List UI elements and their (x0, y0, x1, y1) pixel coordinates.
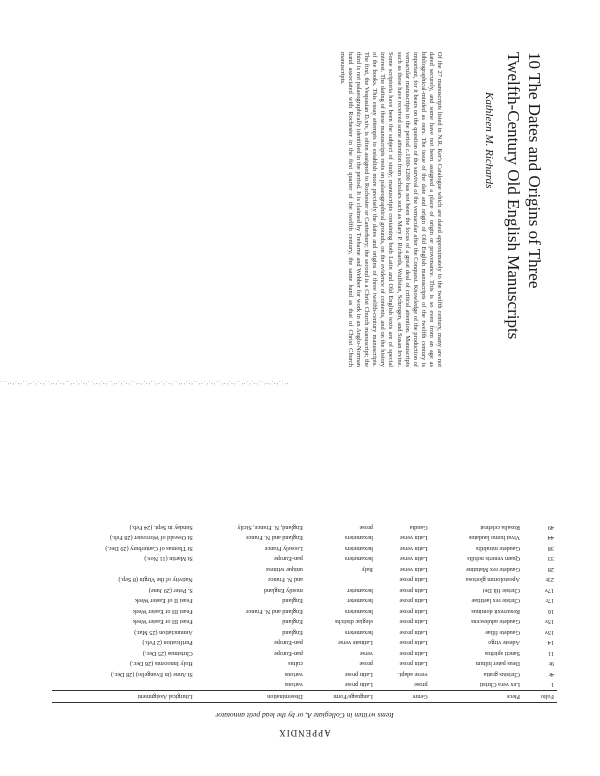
table-cell-genre: Latin prose (399, 608, 428, 615)
table-cell-form: hexameters (344, 534, 373, 542)
table-cell-piece: Sancti spiritus (484, 650, 520, 657)
table-cell-folio: 28 (547, 566, 554, 573)
table-cell-diss: pan-Europe (274, 555, 303, 563)
table-cell-genre: Latin verse (399, 534, 428, 542)
body-text-area (268, 52, 443, 367)
table-cell-assign: Christmas (25 Dec.) (142, 650, 193, 657)
table-cell-piece: Gaudete filiae (485, 629, 520, 636)
table-cell-folio: 44 (547, 534, 554, 542)
table-cell-genre: Latin prose (399, 597, 428, 605)
table-row (52, 617, 557, 628)
table-row (52, 522, 557, 533)
table-row (52, 596, 557, 607)
binding-gutter: · · · ¸ ˛ ¸ · ˛ ¸ · · ¸ ˛ · ¸ · ˛ ¸ · · ¸ ˛ ¸ · ˛ ¸ · · ¸ ˛ · ¸ · ˛ ¸ · · ¸ ˛ ¸ · ˛ ¸ · · ¸ ˛ · ¸ · ˛ ¸ · · ¸ ˛ ¸ · ˛ ¸ · · ¸ ˛ · ¸ · ˛ ¸ · · ¸ ˛ ¸ · ˛ ¸ · · ¸ ˛ · ¸ · ˛ ¸ · · ¸ ˛ ¸ · ˛ ¸ · · ¸ ˛ · ¸ · ˛ ¸ · · ¸ ˛ ¸ · ˛ ¸ · · ¸ ˛ (0, 380, 289, 385)
table-row (52, 543, 557, 554)
table-cell-piece: Gaudete adulescens (471, 618, 520, 626)
appendix-table (52, 522, 557, 703)
table-cell-assign: St Thomas of Canterbury (29 Dec.) (105, 545, 193, 552)
chapter-heading (455, 52, 545, 367)
table-cell-piece: Adeste virgo (488, 639, 520, 647)
col-form: Language/Form (306, 691, 376, 703)
table-cell-genre: Latin verse (399, 555, 428, 563)
table-cell-diss: mostly England (263, 587, 303, 594)
table-cell-assign (52, 564, 196, 575)
table-cell-form: hexameters (344, 608, 373, 615)
table-row (52, 638, 557, 649)
table-cell-form: prose (359, 524, 373, 531)
chapter-heading-area (455, 52, 545, 367)
table-cell-piece: Christus gratia (483, 671, 520, 678)
appendix-page (52, 395, 557, 740)
chapter-author: Kathleen M. Richards (483, 92, 495, 189)
table-cell-form: Italy (361, 566, 373, 573)
table-cell-form: hexameter (347, 597, 373, 605)
table-row (52, 533, 557, 544)
table-cell-form: verse (359, 650, 373, 657)
table-cell-folio: 11 (548, 650, 554, 657)
table-cell-folio: 17r (545, 597, 554, 605)
table-cell-folio: 33 (547, 555, 554, 563)
col-assignment: Liturgical Assignment (52, 691, 196, 703)
table-cell-form: hexameters (344, 629, 373, 636)
table-cell-form: hexameters (344, 555, 373, 563)
table-cell-piece: Apostolorum gloriosa (465, 576, 520, 584)
table-cell-form: Latinate verse (338, 639, 373, 647)
table-cell-piece: Gaudete mirabilis (475, 545, 520, 552)
table-cell-piece: Christe fili Dei (482, 587, 520, 594)
table-cell-folio: 23r (545, 576, 554, 584)
table-row (52, 680, 557, 691)
table-cell-piece: Christe rex laetitiae (471, 597, 520, 605)
table-cell-genre: Latin prose (399, 618, 428, 626)
table-cell-piece: Vivat homo laudatus (468, 534, 520, 542)
table-cell-piece: Rusalia celebrat (480, 524, 520, 531)
table-cell-diss: England (282, 618, 303, 626)
table-cell-diss: England and N. France (245, 534, 303, 542)
table-cell-genre: prose (414, 681, 428, 689)
table-cell-diss: various (284, 671, 303, 678)
table-cell-folio: 1 (550, 681, 554, 689)
table-row (52, 575, 557, 586)
table-cell-form: Latin prose (344, 681, 373, 689)
table-cell-piece: Resurrexit dominus (471, 608, 520, 615)
appendix-header-row (52, 691, 557, 703)
table-cell-diss: unique witness (265, 566, 303, 573)
col-genre: Genre (376, 691, 431, 703)
table-cell-folio: 17v (544, 587, 554, 594)
table-cell-diss: England and N. France (245, 608, 303, 615)
table-cell-piece: Deus pater hiltum (475, 660, 520, 668)
table-row (52, 554, 557, 565)
table-cell-form: Latin prose (344, 671, 373, 678)
table-cell-assign: Annunciation (25 Mar.) (134, 629, 193, 636)
col-folio: Folio (523, 691, 557, 703)
col-piece: Piece (431, 691, 523, 703)
table-cell-assign: St Anne (in Evangelio) (28 Dec.) (110, 671, 193, 678)
table-cell-genre: Latin prose (399, 576, 428, 584)
table-cell-genre: Latin verse (399, 545, 428, 552)
table-cell-genre: Latin verse (399, 566, 428, 573)
table-row (52, 669, 557, 680)
table-row (52, 585, 557, 596)
chapter-title-line2: Twelfth-Century Old English Manuscripts (504, 52, 523, 340)
table-cell-diss: and N. France (268, 576, 303, 584)
table-cell-folio: 38 (547, 545, 554, 552)
table-cell-assign: Nativity of the Virgin (8 Sep.) (118, 576, 193, 584)
table-row (52, 648, 557, 659)
table-cell-form: hexameter (347, 587, 373, 594)
table-cell-diss: England, N. France, Sicily (237, 524, 303, 531)
table-cell-assign: S. Peter (29 June) (148, 587, 193, 594)
table-cell-folio: 16 (547, 608, 554, 615)
table-cell-diss: cultus (288, 660, 303, 668)
table-cell-assign: Holy Innocents (28 Dec.) (129, 660, 193, 668)
table-cell-assign: Feast III or Easter Week (132, 608, 193, 615)
table-cell-assign: Feast III or Easter Week (132, 618, 193, 626)
table-cell-piece: Lex vera Christi (479, 681, 520, 689)
table-cell-assign: St Oswald of Worcester (28 Feb.) (109, 534, 193, 542)
table-cell-folio: 14 (547, 639, 554, 647)
chapter-title-line1: 10 The Dates and Origins of Three (525, 52, 544, 289)
table-cell-diss: pan-Europe (274, 650, 303, 657)
appendix-header: APPENDIX (278, 728, 331, 738)
table-cell-assign: Sunday in Sept. (24 Feb.) (129, 524, 193, 531)
table-cell-piece: Gaudete rex Matutine (466, 566, 520, 573)
body-paragraph: Of the 27 manuscripts listed in N.R. Ker's Catalogue which are dated approximately to the twelfth century, many are not dated securely, and some have not been assigned a place of origin or provenance. This is so even from an age as bibliographical-minded as ours. The issue of the date and origin of Old English manuscripts of the twelfth century is important, for it bears on the question of the survival of the vernacular after the Conquest. Knowledge of the production of vernacular manuscripts in the period c.1100-1200 has not been the focus of a great deal of critical attention. Manuscripts such as these have received some attention from scholars such as Mary P. Richards, Wulfstan, Schrogen, and Susan Irvine. Some scriptoria have been the subject of study; manuscripts containing both Latin and Old English texts are of special interest. The dating of these manuscripts rests on palaeographical grounds, on the evidence of contents, and on the history of the books. This essay attempts to establish more precisely the dates and origins of three twelfth-century manuscripts. The first, the Vespasian D.xiv, is often assigned to Rochester or Canterbury; the second is a Christ Church manuscript; the third is not palaeographically identified in the period. It is claimed by Treharne and Webber for work in an Anglo-Norman hand associated with Rochester in the first quarter of the twelfth century, the same hand as that of Christ Church manuscripts. (338, 52, 443, 367)
table-cell-genre: Latin prose (399, 639, 428, 647)
table-cell-form: elegiac distichs (334, 618, 373, 626)
table-cell-genre: Latin prose (399, 587, 428, 594)
table-cell-form (306, 575, 376, 586)
col-dissemination: Dissemination (196, 691, 306, 703)
table-cell-assign: Purification (2 Feb.) (142, 639, 193, 647)
table-cell-folio: 15v (544, 629, 554, 636)
table-cell-folio: 49 (547, 524, 554, 531)
table-cell-piece: Quam veneris nobilis (467, 555, 520, 563)
table-row (52, 606, 557, 617)
table-cell-genre: Latin prose (399, 660, 428, 668)
table-cell-assign (52, 680, 196, 691)
table-cell-genre: Gaudia (409, 524, 428, 531)
appendix-body (52, 522, 557, 691)
table-cell-folio: 9r (548, 660, 554, 668)
table-cell-form: hexameters (344, 545, 373, 552)
table-cell-assign: St Martin (11 Nov.) (144, 555, 193, 563)
table-cell-diss: England (282, 629, 303, 636)
appendix-caption: Items written in Collegiate A, or by the lead petit annotator (215, 711, 394, 720)
table-row (52, 627, 557, 638)
table-cell-diss: Loosely France (264, 545, 303, 552)
table-row (52, 659, 557, 670)
table-cell-diss: various (284, 681, 303, 689)
table-cell-form: prose (359, 660, 373, 668)
table-cell-assign: Feast II of Easter Week (134, 597, 193, 605)
table-cell-folio: 15v (544, 618, 554, 626)
table-cell-diss: England (282, 597, 303, 605)
table-row (52, 564, 557, 575)
table-cell-genre: Latin prose (399, 650, 428, 657)
table-cell-genre: Latin prose (399, 629, 428, 636)
table-cell-folio: 4r (548, 671, 554, 678)
table-cell-genre: verse adapt. (398, 671, 428, 678)
table-cell-diss: pan-Europe (274, 639, 303, 647)
